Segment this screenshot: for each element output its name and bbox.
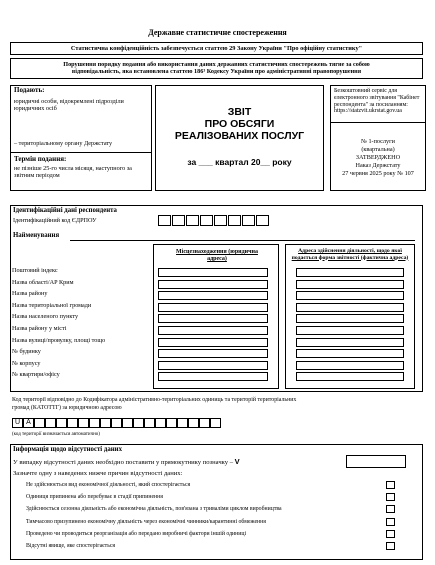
address-row-label: № квартири/офісу <box>12 371 60 379</box>
address-row-label: Поштовий індекс <box>12 267 58 274</box>
actual-address-field[interactable] <box>296 268 404 277</box>
katottg-code-cell[interactable] <box>122 418 133 428</box>
absence-checkbox[interactable] <box>346 455 406 468</box>
address-row-label: Назва області/АР Крим <box>12 278 74 286</box>
katottg-code-cell[interactable] <box>155 418 166 428</box>
katottg-code-cell[interactable] <box>34 418 45 428</box>
katottg-code-cell[interactable] <box>199 418 210 428</box>
address-row-label: Назва населеного пункту <box>12 313 79 321</box>
actual-address-field[interactable] <box>296 372 404 381</box>
actual-address-field[interactable] <box>296 291 404 300</box>
submission-divider <box>331 122 425 123</box>
address-row-label: Назва району <box>12 290 48 298</box>
legal-address-field[interactable] <box>158 361 268 370</box>
legal-address-heading: Місцезнаходження (юридична адреса) <box>176 249 258 262</box>
katottg-text: Код території відповідно до Кодифікатора адміністративно-територіальних одиниць та територій територіальних громад (КАТОТТГ) за юридичною адресою <box>12 397 297 411</box>
legal-address-field[interactable] <box>158 338 268 347</box>
edrpou-digit-cell[interactable] <box>200 215 213 226</box>
legal-address-field[interactable] <box>158 349 268 358</box>
actual-address-field[interactable] <box>296 338 404 347</box>
form-number: № 1-послуги <box>361 138 395 145</box>
actual-address-heading: Адреса здійснення діяльності, щодо якої подається форма звітності (фактична адреса) <box>291 248 409 261</box>
submission-box <box>330 85 426 191</box>
report-title-line1: ЗВІТ <box>227 106 252 118</box>
edrpou-digit-cell[interactable] <box>186 215 199 226</box>
katottg-code-cell[interactable] <box>188 418 199 428</box>
katottg-country-letter: U <box>14 419 21 426</box>
actual-address-field[interactable] <box>296 280 404 289</box>
absence-reason-checkbox[interactable] <box>386 530 395 538</box>
katottg-code-cell[interactable] <box>56 418 67 428</box>
absence-reason-label: Відсутні явище, яке спостерігається <box>26 543 116 549</box>
katottg-code-cell[interactable] <box>100 418 111 428</box>
legal-address-field[interactable] <box>158 280 268 289</box>
absence-reason-label: Здійснюється сезонна діяльність або економічна діяльність, пов'язана з триваліми циклом виробництва <box>26 506 282 513</box>
form-header-title: Державне статистичне спостереження <box>148 28 287 37</box>
katottg-code-cell[interactable] <box>111 418 122 428</box>
actual-address-field[interactable] <box>296 361 404 370</box>
submitters-text: юридичні особи, відокремлені підрозділи юридичних осіб <box>14 98 124 113</box>
address-row-label: Назва територіальної громади <box>12 301 92 309</box>
katottg-code-cell[interactable] <box>133 418 144 428</box>
absence-reason-checkbox[interactable] <box>386 505 395 513</box>
absence-instruction-text: У випадку відсутності даних необхідно поставити у прямокутнику позначку – <box>13 459 233 466</box>
absence-instruction <box>13 458 240 466</box>
katottg-code-cell[interactable] <box>89 418 100 428</box>
absence-reason-checkbox[interactable] <box>386 542 395 550</box>
absence-reason-label: Тимчасово призупинено економічну діяльність через економічні чинники/карантинні обмеження <box>26 518 266 525</box>
report-title-line3: РЕАЛІЗОВАНИХ ПОСЛУГ <box>174 130 305 142</box>
report-title-line2: ПРО ОБСЯГИ <box>204 118 275 130</box>
legal-address-field[interactable] <box>158 268 268 277</box>
deadline-text: не пізніше 25-го числа місяця, наступного за звітним періодом <box>14 165 132 180</box>
absence-mark: V <box>234 457 240 466</box>
submitters-box <box>10 85 152 191</box>
edrpou-digit-cell[interactable] <box>256 215 269 226</box>
absence-reason-checkbox[interactable] <box>386 493 395 501</box>
katottg-code-cell[interactable] <box>78 418 89 428</box>
katottg-code-cell[interactable] <box>45 418 56 428</box>
deadline-heading: Термін подання: <box>14 155 67 163</box>
confidentiality-box: Статистична конфіденційність забезпечується статтею 29 Закону України "Про офіційну статистику" <box>10 42 423 55</box>
submitters-to: – територіальному органу Держстату <box>14 140 113 147</box>
submitters-divider <box>11 152 151 153</box>
violation-box: Порушення порядку подання або використання даних державних статистичних спостережень тягне за собою відповідальність, яка встановлена статтею 186³ Кодексу України про адміністративні правопорушення <box>10 58 423 79</box>
katottg-code-cell[interactable] <box>177 418 188 428</box>
actual-address-field[interactable] <box>296 303 404 312</box>
katottg-code-cell[interactable] <box>144 418 155 428</box>
legal-address-field[interactable] <box>158 314 268 323</box>
katottg-note: (код території визначається автоматично) <box>12 432 100 437</box>
absence-reason-label: Зазначте одну з наведених нижче причин відсутності даних: <box>13 470 183 477</box>
absence-reason-checkbox[interactable] <box>386 481 395 489</box>
report-period: за ___ квартал 20__ року <box>187 157 292 167</box>
submitters-heading: Подають: <box>14 86 45 94</box>
edrpou-digit-cell[interactable] <box>242 215 255 226</box>
legal-address-field[interactable] <box>158 303 268 312</box>
name-label: Найменування <box>13 232 60 239</box>
actual-address-field[interactable] <box>296 314 404 323</box>
absence-heading: Інформація щодо відсутності даних <box>13 446 122 453</box>
absence-reason-label: Одиниця припинена або перебуває в стадії припинення <box>26 494 163 501</box>
legal-address-field[interactable] <box>158 372 268 381</box>
edrpou-digit-cell[interactable] <box>214 215 227 226</box>
form-periodicity: (квартальна) <box>361 146 395 153</box>
legal-address-field[interactable] <box>158 326 268 335</box>
address-row-label: № будинку <box>12 348 41 356</box>
submission-text: Безкоштовний сервіс для електронного звітування "Кабінет респондента" за посиланням: https://statzvit.ukrstat.gov.ua <box>334 88 420 115</box>
edrpou-label: Ідентифікаційний код ЄДРПОУ <box>13 217 97 224</box>
legal-address-field[interactable] <box>158 291 268 300</box>
edrpou-digit-cell[interactable] <box>158 215 171 226</box>
absence-reason-checkbox[interactable] <box>386 518 395 526</box>
address-row-label: Назва району у місті <box>12 325 67 332</box>
actual-address-field[interactable] <box>296 326 404 335</box>
form-approved: ЗАТВЕРДЖЕНО <box>355 154 401 161</box>
katottg-code-cell[interactable] <box>210 418 221 428</box>
katottg-code-cell[interactable] <box>67 418 78 428</box>
edrpou-digit-cell[interactable] <box>228 215 241 226</box>
identification-heading: Ідентифікаційні дані респондента <box>13 207 117 214</box>
absence-reason-label: Проведено чи проводиться реорганізація або передано виробничі фактори іншій одиниці <box>26 530 247 537</box>
actual-address-field[interactable] <box>296 349 404 358</box>
katottg-country-letter: A <box>26 419 31 426</box>
katottg-code-cell[interactable] <box>166 418 177 428</box>
name-underline[interactable] <box>70 240 415 241</box>
address-row-label: № корпусу <box>12 359 41 367</box>
edrpou-digit-cell[interactable] <box>172 215 185 226</box>
report-title-box <box>155 85 324 191</box>
form-order: Наказ Держстату <box>355 162 401 169</box>
address-row-label: Назва вулиці/провулку, площі тощо <box>12 336 106 344</box>
absence-reason-label: Не здійснюється вид економічної діяльності, який спостерігається <box>26 482 191 488</box>
form-order-date: 27 червня 2025 року № 107 <box>342 170 414 177</box>
